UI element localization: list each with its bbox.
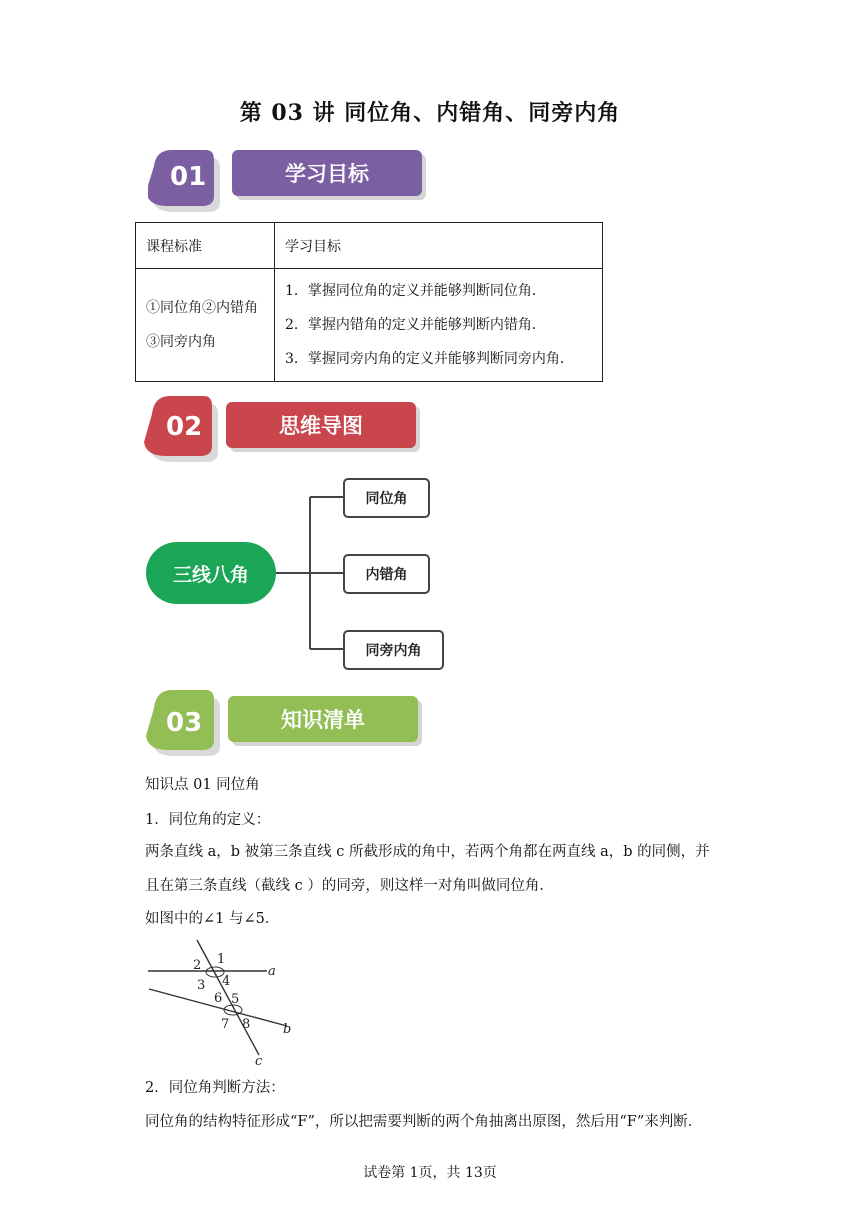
line-label: b <box>283 1022 292 1037</box>
angle-label: 1 <box>217 952 226 967</box>
section-label: 学习目标 <box>285 162 369 186</box>
definition-line: 两条直线 a，b 被第三条直线 c 所截形成的角中，若两个角都在两直线 a，b 的同侧，并 <box>145 844 710 860</box>
section-number: 03 <box>166 708 203 738</box>
section-label: 思维导图 <box>279 414 363 438</box>
knowledge-point-title: 知识点 01 同位角 <box>145 777 260 793</box>
angles-figure <box>145 937 305 1067</box>
line-label: c <box>255 1054 263 1067</box>
mind-map-branch: 内错角 <box>343 554 430 594</box>
standard-line: ①同位角②内错角 <box>146 300 258 316</box>
section-label: 知识清单 <box>281 708 365 732</box>
angle-label: 8 <box>242 1017 251 1032</box>
mind-map-branch: 同位角 <box>343 478 430 518</box>
table-header-standard: 课程标准 <box>136 223 275 269</box>
definition-line: 且在第三条直线（截线 c ）的同旁，则这样一对角叫做同位角． <box>145 878 554 894</box>
table-header-objective: 学习目标 <box>275 223 603 269</box>
mind-map-branch: 同旁内角 <box>343 630 444 670</box>
method-heading: 2．同位角判断方法： <box>145 1080 285 1096</box>
mind-map-root: 三线八角 <box>146 542 276 604</box>
definition-heading: 1．同位角的定义： <box>145 812 271 828</box>
objective-item: 3．掌握同旁内角的定义并能够判断同旁内角． <box>285 351 574 367</box>
standards-cell <box>136 269 275 382</box>
angle-label: 4 <box>222 974 231 989</box>
section-banner-02 <box>144 394 424 464</box>
angle-label: 3 <box>197 978 206 993</box>
angle-label: 6 <box>214 991 223 1006</box>
section-banner-03 <box>146 688 426 758</box>
standard-line: ③同旁内角 <box>146 334 216 350</box>
objective-item: 1．掌握同位角的定义并能够判断同位角． <box>285 283 546 299</box>
angle-label: 5 <box>231 992 240 1007</box>
goals-table <box>135 222 603 382</box>
objective-item: 2．掌握内错角的定义并能够判断内错角． <box>285 317 546 333</box>
angle-label: 7 <box>221 1017 230 1032</box>
section-banner-01 <box>148 146 428 214</box>
method-text: 同位角的结构特征形成“F”，所以把需要判断的两个角抽离出原图，然后用“F”来判断． <box>145 1114 703 1130</box>
section-number: 02 <box>166 412 203 442</box>
line-label: a <box>268 964 276 979</box>
section-number: 01 <box>170 162 207 192</box>
example-text: 如图中的∠1 与∠5． <box>145 911 280 927</box>
page-title: 第 03 讲 同位角、内错角、同旁内角 <box>239 100 621 126</box>
page-footer: 试卷第 1页，共 13页 <box>363 1165 497 1181</box>
angle-label: 2 <box>193 958 202 973</box>
objectives-cell <box>275 269 603 382</box>
